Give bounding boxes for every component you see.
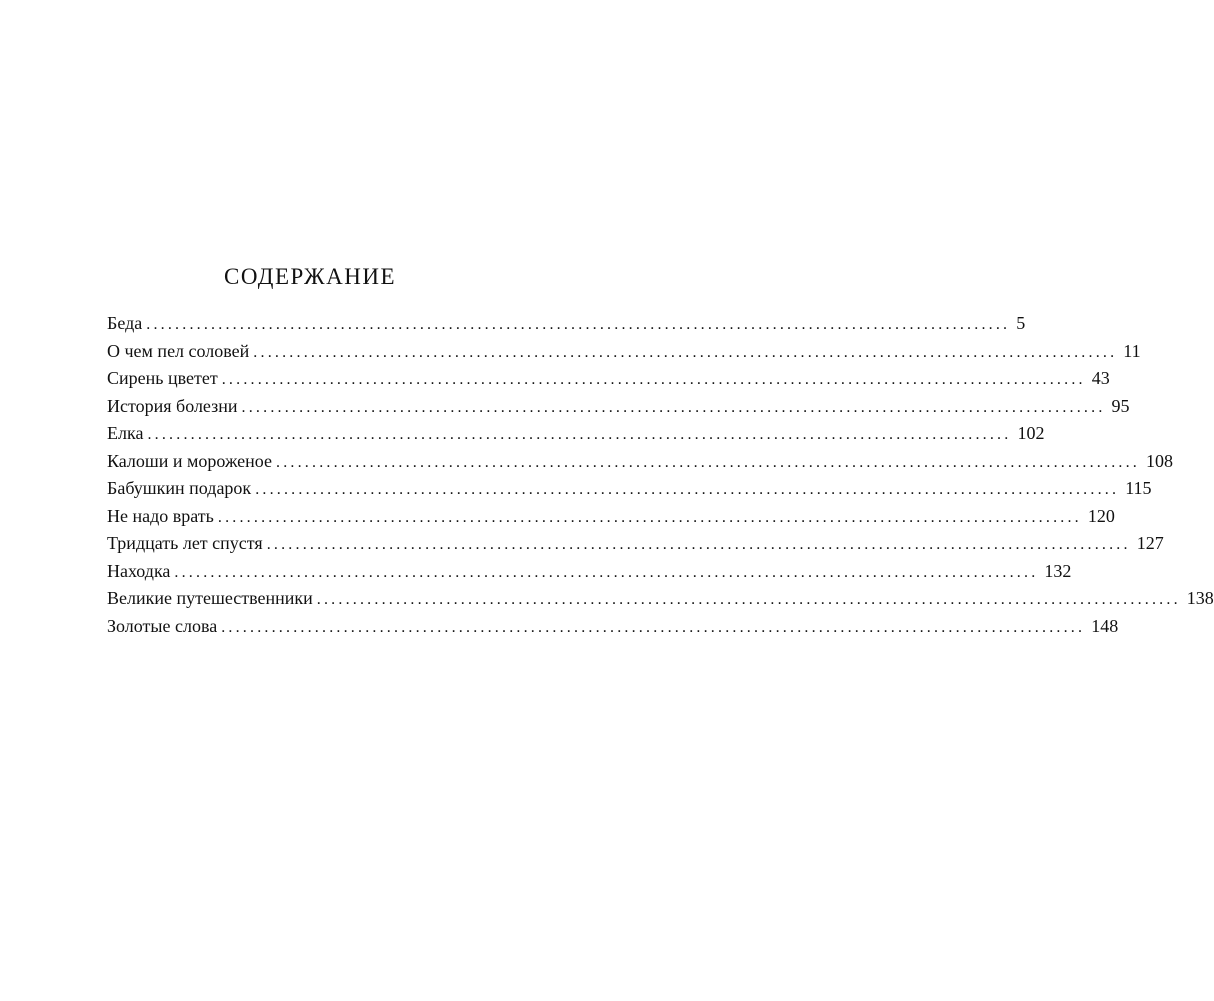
toc-entry [107, 310, 1026, 338]
toc-entry-page: 127 [1136, 533, 1164, 553]
toc-entry-page: 120 [1087, 505, 1115, 526]
toc-entry [107, 475, 1152, 503]
toc-title: СОДЕРЖАНИЕ [223, 264, 396, 289]
toc-entry [107, 503, 1115, 531]
toc-entry-page: 115 [1125, 478, 1152, 498]
toc-entry [107, 613, 1119, 641]
toc-entry-page: 5 [1016, 313, 1026, 333]
table-of-contents [107, 310, 1214, 640]
leader-dots: ........................................................................................................................ [241, 398, 1106, 416]
toc-entry-title: О чем пел соловей [107, 340, 250, 361]
toc-entry-title: Сирень цветет [107, 368, 218, 388]
toc-entry-title: Елка [107, 423, 144, 443]
toc-entry [107, 448, 1173, 476]
toc-entry [107, 585, 1214, 613]
leader-dots: ........................................................................................................................ [255, 481, 1120, 498]
leader-dots: ........................................................................................................................ [146, 316, 1011, 333]
toc-entry-title: Не надо врать [107, 505, 214, 526]
leader-dots: ........................................................................................................................ [253, 343, 1118, 361]
toc-entry-page: 108 [1146, 450, 1173, 471]
toc-entry [107, 365, 1110, 393]
leader-dots: ........................................................................................................................ [221, 371, 1086, 388]
toc-entry [107, 530, 1164, 558]
toc-entry-title: Находка [107, 560, 171, 581]
toc-entry [107, 393, 1130, 421]
leader-dots: ........................................................................................................................ [266, 536, 1131, 553]
toc-entry-page: 95 [1111, 395, 1130, 416]
leader-dots: ........................................................................................................................ [217, 508, 1082, 526]
leader-dots: ........................................................................................................................ [276, 453, 1140, 471]
toc-entry-page: 102 [1017, 423, 1045, 443]
toc-entry-page: 11 [1123, 340, 1141, 361]
toc-entry-title: Тридцать лет спустя [107, 533, 263, 553]
toc-entry-page: 138 [1186, 588, 1214, 608]
toc-entry [107, 338, 1141, 366]
toc-entry-page: 148 [1091, 615, 1119, 636]
toc-entry-title: Бабушкин подарок [107, 478, 252, 498]
toc-entry-title: Золотые слова [107, 615, 218, 636]
leader-dots: ........................................................................................................................ [221, 618, 1086, 636]
toc-entry-title: История болезни [107, 395, 238, 416]
toc-entry-title: Беда [107, 313, 143, 333]
toc-entry-title: Великие путешественники [107, 588, 313, 608]
toc-entry-page: 132 [1044, 560, 1072, 581]
leader-dots: ........................................................................................................................ [147, 426, 1012, 443]
leader-dots: ........................................................................................................................ [316, 591, 1181, 608]
toc-entry-title: Калоши и мороженое [107, 450, 272, 471]
toc-entry [107, 420, 1045, 448]
toc-entry [107, 558, 1072, 586]
toc-entry-page: 43 [1091, 368, 1110, 388]
leader-dots: ........................................................................................................................ [174, 563, 1039, 581]
